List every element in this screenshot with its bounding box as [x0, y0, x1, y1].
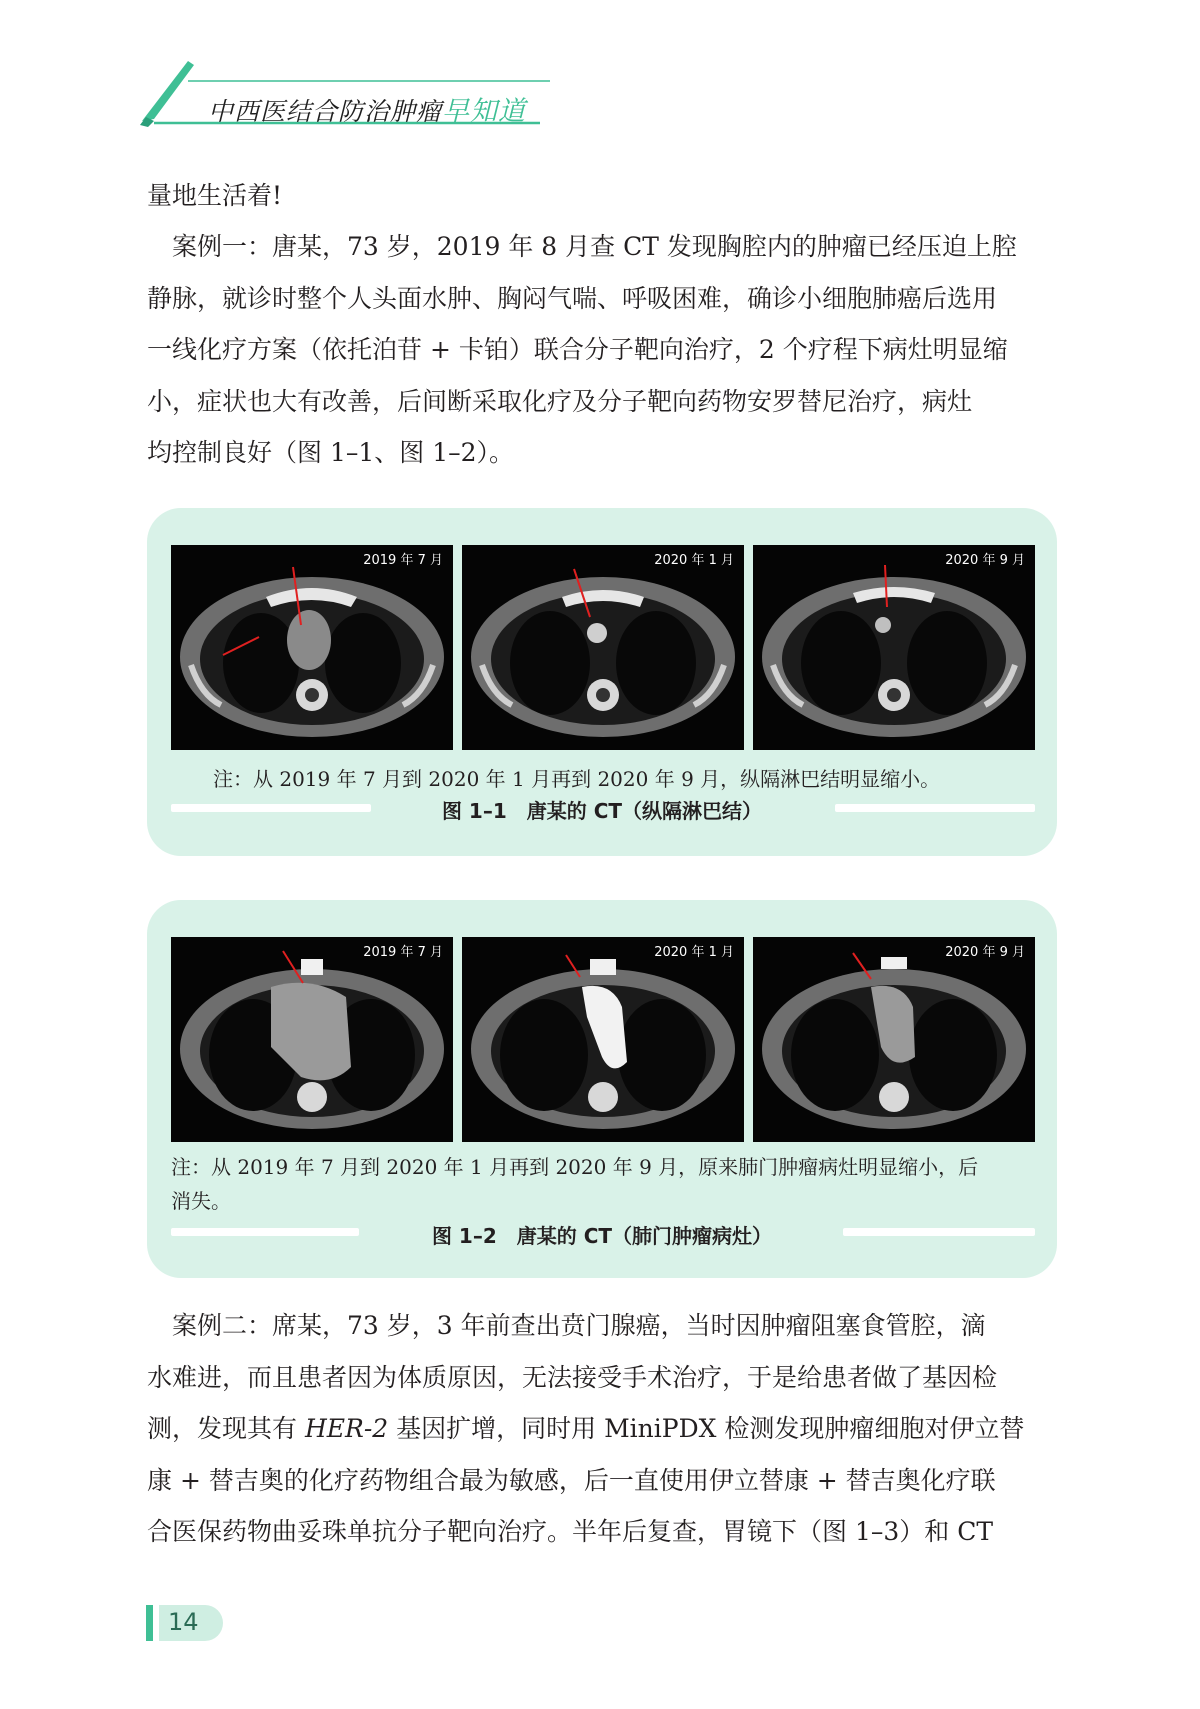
ct-scan-image	[753, 937, 1035, 1142]
page-number	[146, 1605, 226, 1641]
text-segment: 基因扩增，同时用 MiniPDX 检测发现肿瘤细胞对伊立替	[388, 1414, 1025, 1443]
page-number-stripe	[146, 1605, 153, 1641]
ct-date-label: 2019 年 7 月	[363, 553, 443, 568]
caption-decor-right	[843, 1228, 1035, 1236]
figure-note: 注：从 2019 年 7 月到 2020 年 1 月再到 2020 年 9 月，原来肺门肿瘤病灶明显缩小，后	[171, 1155, 979, 1179]
ct-scan-image	[462, 937, 744, 1142]
text-segment: 测，发现其有	[147, 1414, 305, 1443]
gene-name: HER-2	[304, 1414, 389, 1443]
figure-caption: 图 1–2 唐某的 CT（肺门肿瘤病灶）	[431, 1224, 773, 1248]
paragraph-case-1	[147, 221, 1057, 479]
ct-date-label: 2020 年 1 月	[654, 553, 734, 568]
text-line: 案例一：唐某，73 岁，2019 年 8 月查 CT 发现胸腔内的肿瘤已经压迫上腔	[147, 232, 1017, 261]
ct-image-row	[171, 545, 1035, 750]
figure-1-2-panel	[147, 900, 1057, 1278]
figure-note-cont: 消失。	[171, 1189, 231, 1213]
ct-scan-image	[171, 545, 453, 750]
book-title-main: 中西医结合防治肿瘤	[208, 97, 443, 126]
figure-note: 注：从 2019 年 7 月到 2020 年 1 月再到 2020 年 9 月，纵隔淋巴结明显缩小。	[213, 767, 941, 791]
caption-decor-right	[835, 804, 1035, 812]
text-line: 一线化疗方案（依托泊苷 + 卡铂）联合分子靶向治疗，2 个疗程下病灶明显缩	[147, 335, 1008, 364]
text-line: 量地生活着!	[147, 181, 283, 210]
page-number-text: 14	[168, 1608, 199, 1636]
text-line: 康 + 替吉奥的化疗药物组合最为敏感，后一直使用伊立替康 + 替吉奥化疗联	[147, 1465, 996, 1495]
book-title-accent: 早知道	[442, 96, 527, 127]
text-line: 小，症状也大有改善，后间断采取化疗及分子靶向药物安罗替尼治疗，病灶	[147, 386, 973, 416]
ct-date-label: 2019 年 7 月	[363, 945, 443, 960]
figure-1-1-panel	[147, 508, 1057, 856]
book-title	[208, 89, 526, 128]
ct-date-label: 2020 年 9 月	[945, 553, 1025, 568]
ct-image-row	[171, 937, 1035, 1142]
ct-date-label: 2020 年 1 月	[654, 945, 734, 960]
running-header	[140, 55, 560, 135]
text-line	[147, 1403, 1057, 1455]
paragraph-1	[147, 170, 1057, 222]
text-line: 静脉，就诊时整个人头面水肿、胸闷气喘、呼吸困难，确诊小细胞肺癌后选用	[147, 283, 998, 313]
paragraph-case-2	[147, 1300, 1057, 1558]
ct-scan-image	[462, 545, 744, 750]
text-line: 水难进，而且患者因为体质原因，无法接受手术治疗，于是给患者做了基因检	[147, 1362, 998, 1392]
ct-scan-image	[171, 937, 453, 1142]
text-line: 均控制良好（图 1–1、图 1–2）。	[147, 438, 515, 467]
text-line: 案例二：席某，73 岁，3 年前查出贲门腺癌，当时因肿瘤阻塞食管腔，滴	[147, 1311, 986, 1340]
ct-date-label: 2020 年 9 月	[945, 945, 1025, 960]
ct-scan-image	[753, 545, 1035, 750]
figure-caption: 图 1–1 唐某的 CT（纵隔淋巴结）	[441, 799, 763, 823]
text-line: 合医保药物曲妥珠单抗分子靶向治疗。半年后复查，胃镜下（图 1–3）和 CT	[147, 1517, 994, 1546]
